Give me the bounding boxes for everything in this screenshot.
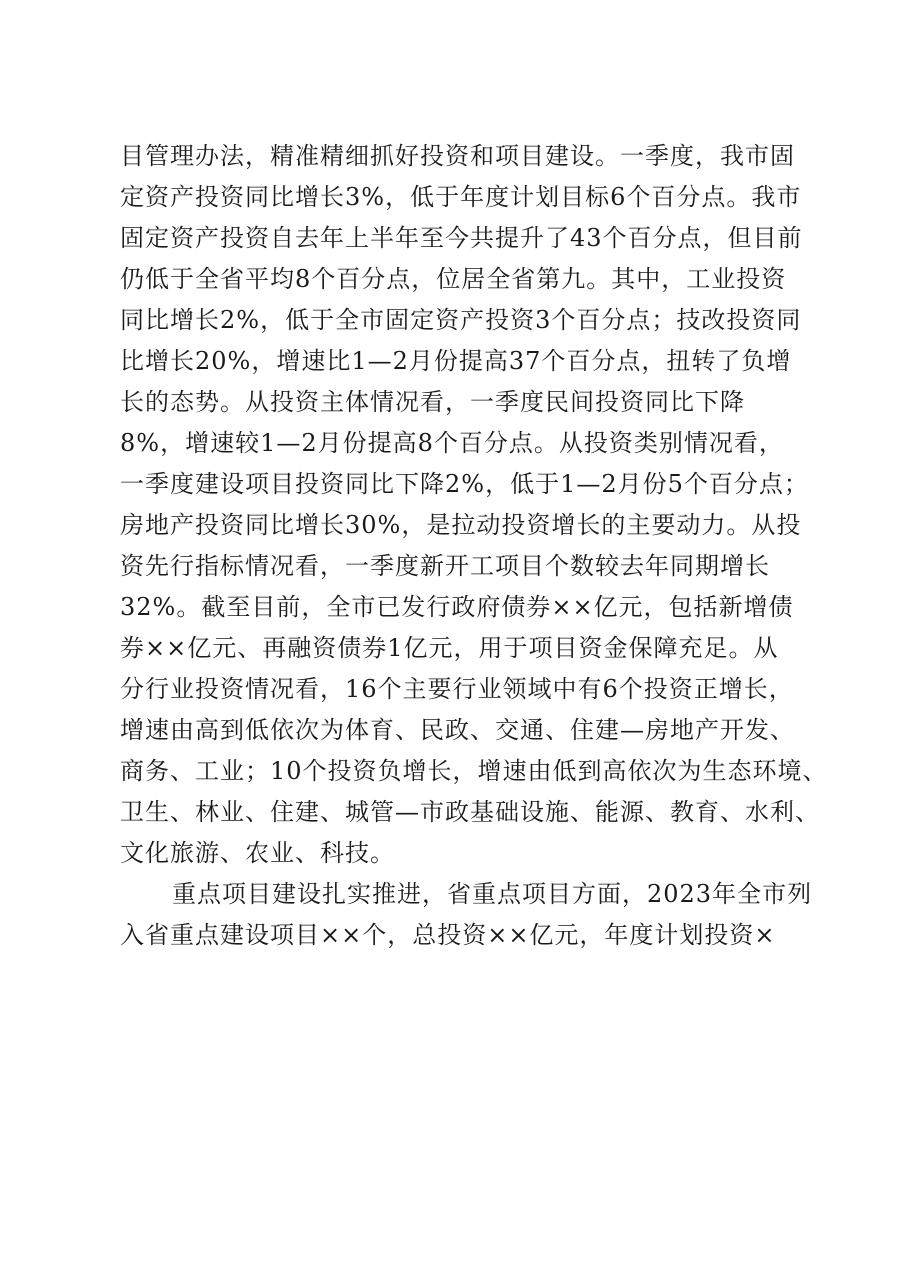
text-line-2: 定资产投资同比增长3%，低于年度计划目标6个百分点。我市 [120,183,802,211]
text-line-6: 比增长20%，增速比1—2月份提高37个百分点，扭转了负增 [120,347,792,375]
text-line-15: 增速由高到低依次为体育、民政、交通、住建—房地产开发、 [120,716,795,744]
text-line-3: 固定资产投资自去年上半年至今共提升了43个百分点，但目前 [120,224,803,252]
text-line-5: 同比增长2%，低于全市固定资产投资3个百分点；技改投资同 [120,306,802,334]
text-line-11: 资先行指标情况看，一季度新开工项目个数较去年同期增长 [120,552,770,580]
text-line-1: 目管理办法，精准精细抓好投资和项目建设。一季度，我市固 [120,142,795,170]
text-line-13: 券××亿元、再融资债券1亿元，用于项目资金保障充足。从 [120,634,779,662]
text-line-17: 卫生、林业、住建、城管—市政基础设施、能源、教育、水利、 [120,798,820,826]
paragraph-2-line-2: 入省重点建设项目××个，总投资××亿元，年度计划投资× [120,921,776,949]
paragraph-2-line-1: 重点项目建设扎实推进，省重点项目方面，2023年全市列 [172,880,813,908]
text-line-4: 仍低于全省平均8个百分点，位居全省第九。其中，工业投资 [120,265,787,293]
text-line-12: 32%。截至目前，全市已发行政府债券××亿元，包括新增债 [120,593,794,621]
document-body [120,136,828,956]
text-line-16: 商务、工业；10个投资负增长，增速由低到高依次为生态环境、 [120,757,828,785]
text-line-8: 8%，增速较1—2月份提高8个百分点。从投资类别情况看， [120,429,784,457]
text-line-9: 一季度建设项目投资同比下降2%，低于1—2月份5个百分点； [120,470,809,498]
text-line-7: 长的态势。从投资主体情况看，一季度民间投资同比下降 [120,388,745,416]
text-line-14: 分行业投资情况看，16个主要行业领域中有6个投资正增长， [120,675,794,703]
text-line-18: 文化旅游、农业、科技。 [120,839,395,867]
text-line-10: 房地产投资同比增长30%，是拉动投资增长的主要动力。从投 [120,511,802,539]
